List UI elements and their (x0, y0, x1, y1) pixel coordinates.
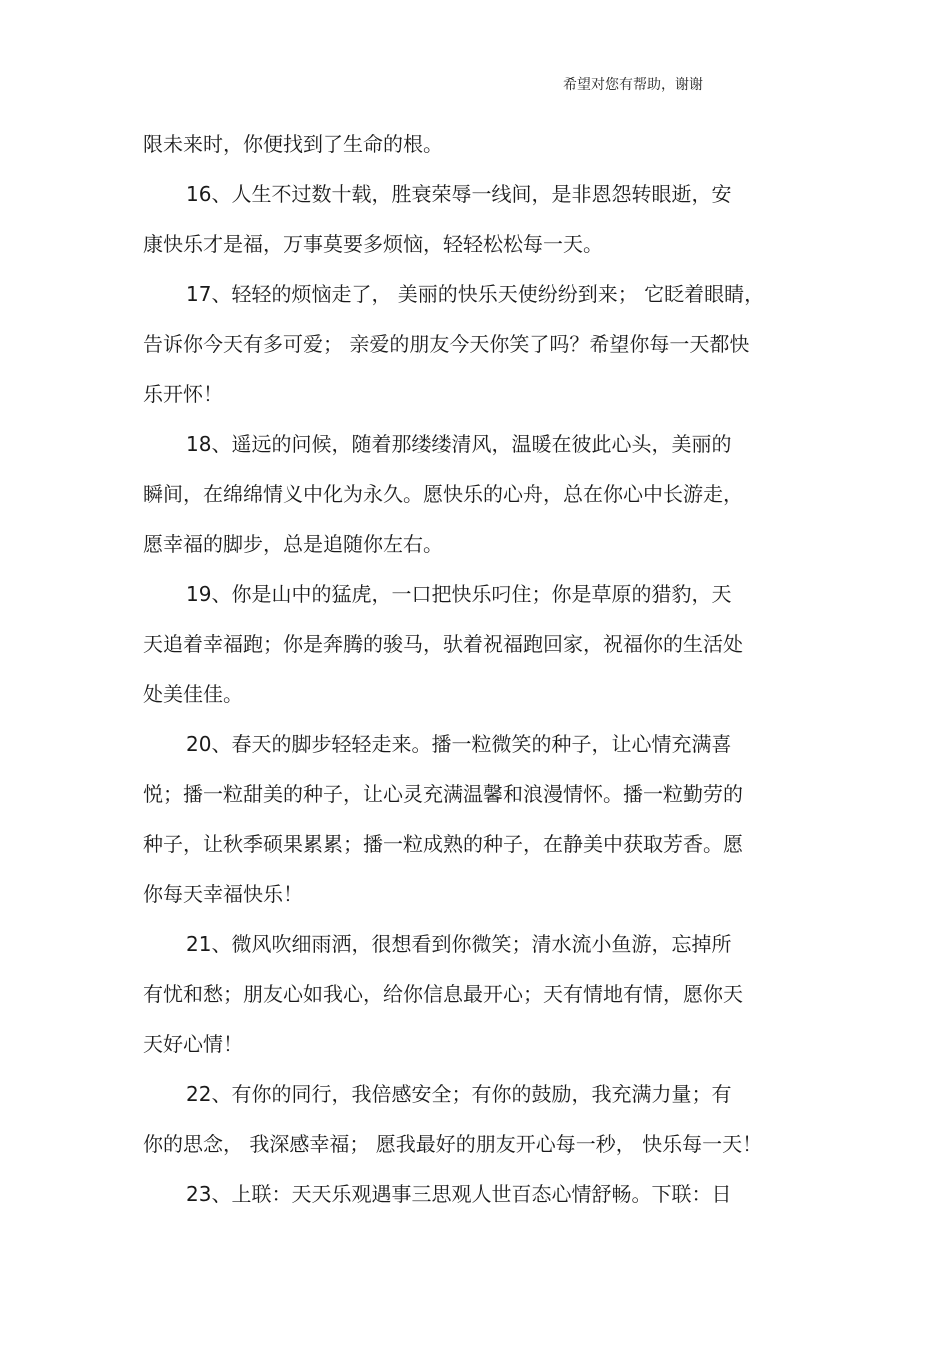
text-line: 你每天幸福快乐！ (143, 882, 303, 906)
text-line: 17、轻轻的烦恼走了， 美丽的快乐天使纷纷到来； 它眨着眼睛， (186, 282, 765, 306)
text-line: 16、人生不过数十载，胜衰荣辱一线间，是非恩怨转眼逝，安 (186, 182, 732, 206)
text-line: 22、有你的同行，我倍感安全；有你的鼓励，我充满力量；有 (186, 1082, 732, 1106)
text-line: 限未来时，你便找到了生命的根。 (143, 132, 443, 156)
text-line: 天好心情！ (143, 1032, 243, 1056)
text-line: 愿幸福的脚步，总是追随你左右。 (143, 532, 443, 556)
text-line: 瞬间，在绵绵情义中化为永久。愿快乐的心舟，总在你心中长游走， (143, 482, 743, 506)
text-line: 悦；播一粒甜美的种子，让心灵充满温馨和浪漫情怀。播一粒勤劳的 (143, 782, 743, 806)
text-line: 告诉你今天有多可爱； 亲爱的朋友今天你笑了吗？希望你每一天都快 (143, 332, 750, 356)
text-line: 19、你是山中的猛虎，一口把快乐叼住；你是草原的猎豹，天 (186, 582, 732, 606)
text-line: 23、上联：天天乐观遇事三思观人世百态心情舒畅。下联：日 (186, 1182, 732, 1206)
text-line: 康快乐才是福，万事莫要多烦恼，轻轻松松每一天。 (143, 232, 603, 256)
text-line: 有忧和愁；朋友心如我心，给你信息最开心；天有情地有情，愿你天 (143, 982, 743, 1006)
text-line: 18、遥远的问候，随着那缕缕清风，温暖在彼此心头，美丽的 (186, 432, 732, 456)
text-line: 乐开怀！ (143, 382, 223, 406)
text-line: 天追着幸福跑；你是奔腾的骏马，驮着祝福跑回家，祝福你的生活处 (143, 632, 743, 656)
text-line: 处美佳佳。 (143, 682, 243, 706)
header-note: 希望对您有帮助，谢谢 (563, 77, 703, 93)
text-line: 20、春天的脚步轻轻走来。播一粒微笑的种子，让心情充满喜 (186, 732, 732, 756)
text-line: 21、微风吹细雨洒，很想看到你微笑；清水流小鱼游，忘掉所 (186, 932, 732, 956)
text-line: 你的思念， 我深感幸福； 愿我最好的朋友开心每一秒， 快乐每一天！ (143, 1132, 763, 1156)
text-line: 种子，让秋季硕果累累；播一粒成熟的种子，在静美中获取芳香。愿 (143, 832, 743, 856)
